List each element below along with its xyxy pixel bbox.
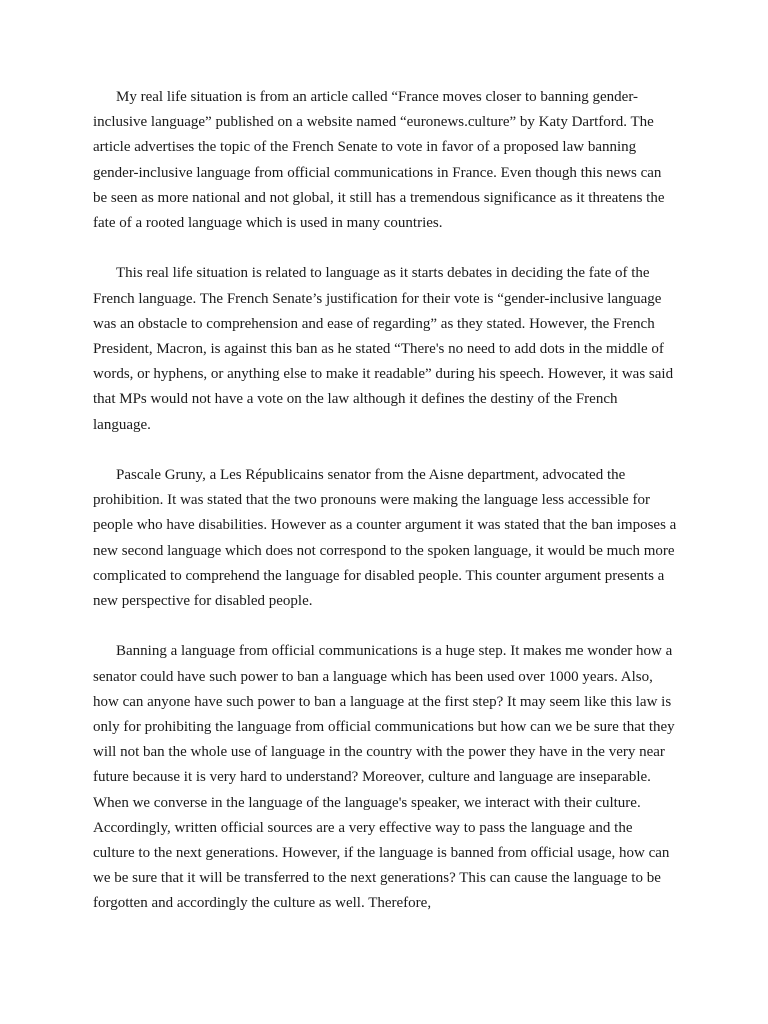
document-body <box>93 85 677 942</box>
paragraph-senator-gruny: Pascale Gruny, a Les Républicains senator from the Aisne department, advocated the prohibition. It was stated that the two pronouns were making the language less accessible for people who have disabilities. However as a counter argument it was stated that the ban imposes a new second language which does not correspond to the spoken language, it would be much more complicated to comprehend the language for disabled people. This counter argument presents a new perspective for disabled people. <box>93 467 677 610</box>
paragraph-language-debate: This real life situation is related to language as it starts debates in deciding the fate of the French language. The French Senate’s justification for their vote is “gender-inclusive language was an obstacle to comprehension and ease of regarding” as they stated. However, the French President, Macron, is against this ban as he stated “There's no need to add dots in the middle of words, or hyphens, or anything else to make it readable” during his speech. However, it was said that MPs would not have a vote on the law although it defines the destiny of the French language. <box>93 265 674 433</box>
paragraph-banning-reflection: Banning a language from official communications is a huge step. It makes me wonder how a senator could have such power to ban a language which has been used over 1000 years. Also, how can anyone have such power to ban a language at the first step? It may seem like this law is only for prohibiting the language from official communications but how can we be sure that they will not ban the whole use of language in the country with the power they have in the very near future because it is very hard to understand? Moreover, culture and language are inseparable. When we converse in the language of the language's speaker, we interact with their culture. Accordingly, written official sources are a very effective way to pass the language and the culture to the next generations. However, if the language is banned from official usage, how can we be sure that it will be transferred to the next generations? This can cause the language to be forgotten and accordingly the culture as well. Therefore, <box>93 643 675 912</box>
paragraph-article-intro: My real life situation is from an article called “France moves closer to banning gender-inclusive language” published on a website named “euronews.culture” by Katy Dartford. The article advertises the topic of the French Senate to vote in favor of a proposed law banning gender-inclusive language from official communications in France. Even though this news can be seen as more national and not global, it still has a tremendous significance as it threatens the fate of a rooted language which is used in many countries. <box>93 89 665 232</box>
